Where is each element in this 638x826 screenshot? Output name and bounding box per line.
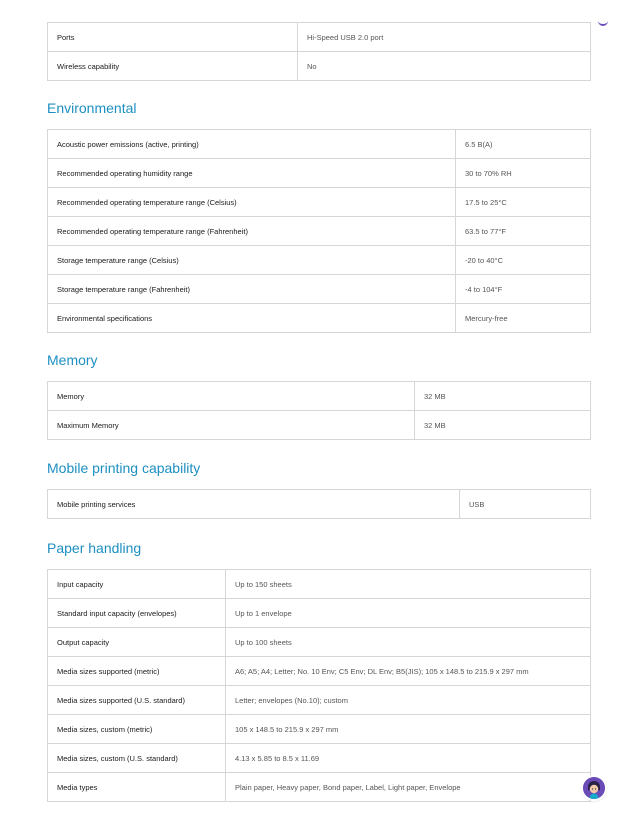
table-row (48, 411, 591, 440)
row-value: 105 x 148.5 to 215.9 x 297 mm (226, 715, 591, 744)
mobile-printing-table (47, 489, 591, 519)
row-label: Input capacity (48, 570, 226, 599)
row-value: Up to 1 envelope (226, 599, 591, 628)
row-value: Up to 150 sheets (226, 570, 591, 599)
row-value: 32 MB (415, 382, 591, 411)
table-row (48, 217, 591, 246)
connectivity-table (47, 22, 591, 81)
table-row (48, 23, 591, 52)
row-label: Storage temperature range (Celsius) (48, 246, 456, 275)
row-label: Wireless capability (48, 52, 298, 81)
corner-mark-icon (598, 18, 608, 26)
row-value: 6.5 B(A) (456, 130, 591, 159)
row-label: Media sizes supported (metric) (48, 657, 226, 686)
table-row (48, 304, 591, 333)
row-label: Ports (48, 23, 298, 52)
row-value: 30 to 70% RH (456, 159, 591, 188)
table-row (48, 275, 591, 304)
row-value: 63.5 to 77°F (456, 217, 591, 246)
row-value: Mercury-free (456, 304, 591, 333)
row-label: Environmental specifications (48, 304, 456, 333)
row-label: Media sizes supported (U.S. standard) (48, 686, 226, 715)
environmental-table (47, 129, 591, 333)
row-label: Media sizes, custom (U.S. standard) (48, 744, 226, 773)
table-row (48, 382, 591, 411)
row-value: No (298, 52, 591, 81)
table-row (48, 657, 591, 686)
mobile-printing-heading: Mobile printing capability (47, 460, 201, 476)
table-row (48, 599, 591, 628)
environmental-heading: Environmental (47, 100, 137, 116)
chat-assistant-icon[interactable] (583, 777, 605, 799)
table-row (48, 159, 591, 188)
table-row (48, 686, 591, 715)
row-label: Storage temperature range (Fahrenheit) (48, 275, 456, 304)
table-row (48, 188, 591, 217)
memory-heading: Memory (47, 352, 98, 368)
table-row (48, 715, 591, 744)
row-label: Maximum Memory (48, 411, 415, 440)
paper-handling-table (47, 569, 591, 802)
table-row (48, 773, 591, 802)
table-row (48, 130, 591, 159)
row-value: 4.13 x 5.85 to 8.5 x 11.69 (226, 744, 591, 773)
row-label: Output capacity (48, 628, 226, 657)
row-value: Plain paper, Heavy paper, Bond paper, Label, Light paper, Envelope (226, 773, 591, 802)
row-value: Letter; envelopes (No.10); custom (226, 686, 591, 715)
row-label: Recommended operating temperature range (Celsius) (48, 188, 456, 217)
table-row (48, 570, 591, 599)
row-value: 17.5 to 25°C (456, 188, 591, 217)
row-label: Memory (48, 382, 415, 411)
row-label: Recommended operating humidity range (48, 159, 456, 188)
row-value: USB (460, 490, 591, 519)
paper-handling-heading: Paper handling (47, 540, 142, 556)
row-value: -4 to 104°F (456, 275, 591, 304)
row-label: Acoustic power emissions (active, printing) (48, 130, 456, 159)
row-label: Media sizes, custom (metric) (48, 715, 226, 744)
row-label: Mobile printing services (48, 490, 460, 519)
row-value: Hi-Speed USB 2.0 port (298, 23, 591, 52)
row-value: Up to 100 sheets (226, 628, 591, 657)
row-label: Standard input capacity (envelopes) (48, 599, 226, 628)
row-label: Recommended operating temperature range (Fahrenheit) (48, 217, 456, 246)
row-value: 32 MB (415, 411, 591, 440)
table-row (48, 628, 591, 657)
table-row (48, 52, 591, 81)
memory-table (47, 381, 591, 440)
assistant-avatar-icon (583, 777, 605, 799)
row-value: A6; A5; A4; Letter; No. 10 Env; C5 Env; DL Env; B5(JIS); 105 x 148.5 to 215.9 x 297 mm (226, 657, 591, 686)
row-value: -20 to 40°C (456, 246, 591, 275)
table-row (48, 744, 591, 773)
table-row (48, 490, 591, 519)
row-label: Media types (48, 773, 226, 802)
table-row (48, 246, 591, 275)
